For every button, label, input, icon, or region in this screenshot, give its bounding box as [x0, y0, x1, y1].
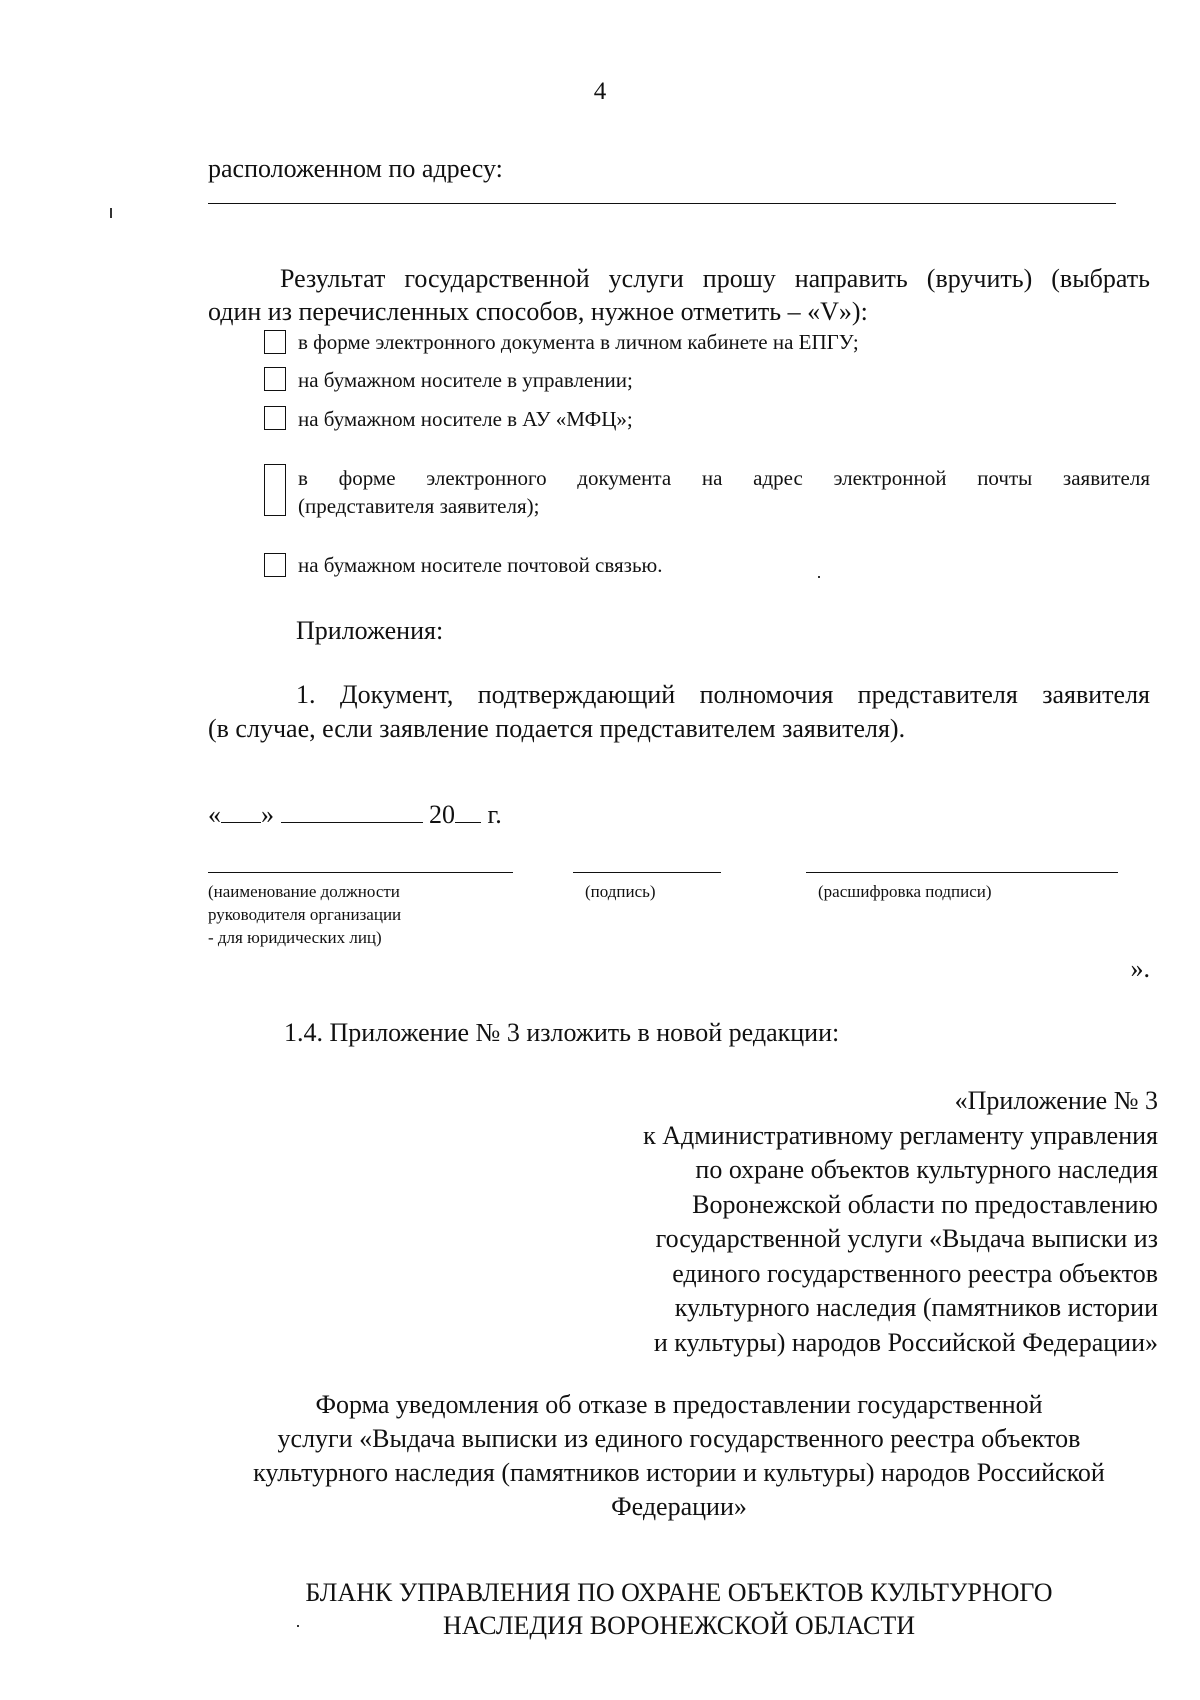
checkbox-option-4[interactable] — [264, 464, 286, 516]
result-line-1: Результат государственной услуги прошу направить (вручить) (выбрать — [280, 264, 1150, 293]
position-caption-1: (наименование должности — [208, 882, 400, 901]
blank-title-line-1: БЛАНК УПРАВЛЕНИЯ ПО ОХРАНЕ ОБЪЕКТОВ КУЛЬТУРНОГО — [305, 1578, 1053, 1607]
day-field[interactable] — [221, 798, 261, 823]
appendix-header-line: культурного наследия (памятников истории — [674, 1293, 1158, 1322]
signature-caption: (подпись) — [585, 882, 656, 901]
option-label-5: на бумажном носителе почтовой связью. — [298, 553, 663, 577]
option-label-1: в форме электронного документа в личном кабинете на ЕПГУ; — [298, 330, 859, 354]
stray-dot — [818, 576, 820, 578]
margin-mark — [110, 208, 112, 218]
page-number: 4 — [593, 78, 607, 105]
option-label-2: на бумажном носителе в управлении; — [298, 368, 633, 392]
date-line — [208, 798, 502, 832]
position-caption-2: руководителя организации — [208, 905, 402, 924]
appendix-header-line: единого государственного реестра объектов — [672, 1258, 1158, 1288]
form-title — [208, 1388, 1150, 1524]
address-line — [208, 203, 1116, 204]
result-line-2: один из перечисленных способов, нужное отметить – «V»): — [208, 297, 868, 326]
date-close-quote: » — [261, 800, 274, 829]
form-title-line: Федерации» — [611, 1492, 747, 1521]
form-title-line: культурного наследия (памятников истории и культуры) народов Российской — [253, 1458, 1105, 1487]
decoding-caption: (расшифровка подписи) — [818, 882, 992, 901]
attachments-heading: Приложения: — [296, 616, 444, 645]
attachment-1-line-2: (в случае, если заявление подается представителем заявителя). — [208, 714, 906, 743]
blank-title — [208, 1576, 1150, 1642]
checkbox-option-5[interactable] — [264, 553, 286, 577]
amendment-text: 1.4. Приложение № 3 изложить в новой редакции: — [284, 1018, 840, 1047]
checkbox-option-1[interactable] — [264, 330, 286, 354]
signature-line[interactable] — [573, 872, 721, 873]
attachment-1-line-1: 1. Документ, подтверждающий полномочия представителя заявителя — [296, 680, 1150, 709]
position-caption-3: - для юридических лиц) — [208, 928, 382, 947]
year-suffix: г. — [487, 800, 502, 829]
date-open-quote: « — [208, 800, 221, 829]
closing-quote: ». — [1130, 954, 1150, 983]
blank-title-line-2: НАСЛЕДИЯ ВОРОНЕЖСКОЙ ОБЛАСТИ — [442, 1611, 916, 1640]
option-label-4-line-1: в форме электронного документа на адрес электронной почты заявителя — [298, 466, 1150, 490]
appendix-header-line: по охране объектов культурного наследия — [695, 1155, 1158, 1184]
address-label: расположенном по адресу: — [208, 154, 503, 183]
month-field[interactable] — [281, 798, 423, 823]
appendix-header-line: к Административному регламенту управления — [643, 1120, 1158, 1150]
option-label-4-line-2: (представителя заявителя); — [298, 494, 540, 518]
year-field[interactable] — [455, 798, 481, 823]
appendix-header-line: и культуры) народов Российской Федерации» — [653, 1327, 1158, 1357]
stray-dot — [297, 1625, 299, 1627]
year-prefix: 20 — [429, 800, 455, 829]
checkbox-option-3[interactable] — [264, 406, 286, 430]
position-line[interactable] — [208, 872, 513, 873]
form-title-line: Форма уведомления об отказе в предоставлении государственной — [315, 1390, 1043, 1419]
appendix-header — [500, 1084, 1158, 1360]
appendix-header-line: государственной услуги «Выдача выписки из — [655, 1224, 1158, 1253]
option-label-3: на бумажном носителе в АУ «МФЦ»; — [298, 407, 633, 431]
checkbox-option-2[interactable] — [264, 367, 286, 391]
appendix-header-line: Воронежской области по предоставлению — [692, 1189, 1158, 1219]
decoding-line[interactable] — [806, 872, 1118, 873]
form-title-line: услуги «Выдача выписки из единого государственного реестра объектов — [277, 1424, 1081, 1453]
appendix-header-line: «Приложение № 3 — [954, 1086, 1158, 1115]
